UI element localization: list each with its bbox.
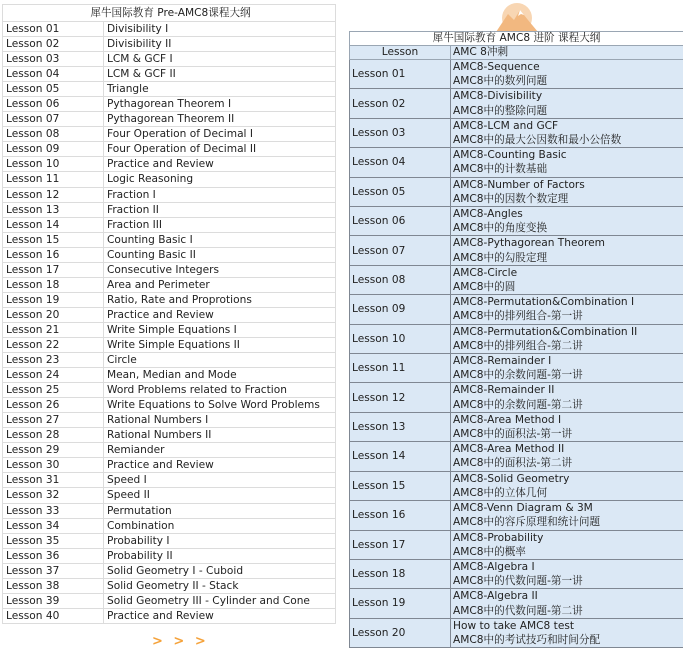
lesson-number: Lesson 12 bbox=[3, 187, 104, 202]
table-row bbox=[3, 428, 336, 443]
topic-chinese: AMC8中的代数问题-第二讲 bbox=[453, 604, 583, 617]
lesson-number: Lesson 09 bbox=[350, 295, 451, 324]
lesson-number: Lesson 15 bbox=[350, 471, 451, 500]
topic-english: AMC8-Permutation&Combination II bbox=[453, 325, 638, 338]
topic-english: AMC8-Remainder I bbox=[453, 355, 552, 368]
lesson-number: Lesson 15 bbox=[3, 232, 104, 247]
lesson-topic bbox=[451, 60, 683, 89]
lesson-number: Lesson 36 bbox=[3, 548, 104, 563]
table-row bbox=[3, 82, 336, 97]
lesson-number: Lesson 30 bbox=[3, 458, 104, 473]
table-row bbox=[3, 337, 336, 352]
topic-english: AMC8-Area Method II bbox=[453, 443, 565, 456]
lesson-topic: Area and Perimeter bbox=[104, 277, 336, 292]
topic-chinese: AMC8中的排列组合-第二讲 bbox=[453, 339, 583, 352]
table-row bbox=[3, 398, 336, 413]
topic-chinese: AMC8中的排列组合-第一讲 bbox=[453, 310, 583, 323]
lesson-number: Lesson 26 bbox=[3, 398, 104, 413]
lesson-topic bbox=[451, 295, 683, 324]
topic-english: AMC8-Number of Factors bbox=[453, 178, 585, 191]
table-row bbox=[350, 530, 683, 559]
table-row bbox=[3, 608, 336, 623]
lesson-topic: Word Problems related to Fraction bbox=[104, 383, 336, 398]
lesson-topic: Permutation bbox=[104, 503, 336, 518]
lesson-number: Lesson 27 bbox=[3, 413, 104, 428]
lesson-topic bbox=[451, 589, 683, 618]
table-row bbox=[350, 265, 683, 294]
topic-chinese: AMC8中的容斥原理和统计问题 bbox=[453, 516, 601, 529]
lesson-number: Lesson 05 bbox=[350, 177, 451, 206]
table-row bbox=[3, 22, 336, 37]
lesson-number: Lesson 22 bbox=[3, 337, 104, 352]
lesson-number: Lesson 19 bbox=[3, 292, 104, 307]
table-row bbox=[3, 413, 336, 428]
topic-chinese: AMC8中的考试技巧和时间分配 bbox=[453, 633, 601, 646]
lesson-topic bbox=[451, 559, 683, 588]
topic-english: AMC8-Remainder II bbox=[453, 384, 555, 397]
table-row bbox=[350, 236, 683, 265]
table-row bbox=[3, 443, 336, 458]
topic-chinese: AMC8中的整除问题 bbox=[453, 104, 548, 117]
topic-chinese: AMC8中的余数问题-第二讲 bbox=[453, 398, 583, 411]
topic-english: AMC8-Venn Diagram & 3M bbox=[453, 502, 593, 515]
lesson-number: Lesson 02 bbox=[3, 37, 104, 52]
topic-chinese: AMC8中的角度变换 bbox=[453, 222, 548, 235]
table-row bbox=[350, 89, 683, 118]
lesson-number: Lesson 17 bbox=[3, 262, 104, 277]
lesson-topic: Practice and Review bbox=[104, 458, 336, 473]
lesson-topic: Consecutive Integers bbox=[104, 262, 336, 277]
lesson-number: Lesson 06 bbox=[3, 97, 104, 112]
lesson-number: Lesson 32 bbox=[3, 488, 104, 503]
lesson-topic: Write Simple Equations I bbox=[104, 322, 336, 337]
topic-chinese: AMC8中的因数个数定理 bbox=[453, 192, 569, 205]
table-row bbox=[3, 202, 336, 217]
table-row bbox=[3, 97, 336, 112]
right-table-title: 犀牛国际教育 AMC8 进阶 课程大纲 bbox=[350, 32, 683, 46]
lesson-topic: Ratio, Rate and Proprotions bbox=[104, 292, 336, 307]
topic-chinese: AMC8中的概率 bbox=[453, 545, 526, 558]
lesson-number: Lesson 14 bbox=[350, 442, 451, 471]
topic-chinese: AMC8中的勾股定理 bbox=[453, 251, 548, 264]
topic-english: AMC8-Angles bbox=[453, 208, 523, 221]
table-row bbox=[3, 292, 336, 307]
lesson-number: Lesson 10 bbox=[3, 157, 104, 172]
lesson-number: Lesson 20 bbox=[350, 618, 451, 647]
lesson-number: Lesson 13 bbox=[350, 412, 451, 441]
lesson-number: Lesson 12 bbox=[350, 383, 451, 412]
lesson-topic bbox=[451, 471, 683, 500]
table-row bbox=[3, 563, 336, 578]
pre-amc8-syllabus-table bbox=[2, 4, 336, 624]
topic-chinese: AMC8中的计数基础 bbox=[453, 163, 548, 176]
table-row bbox=[3, 262, 336, 277]
lesson-number: Lesson 11 bbox=[350, 354, 451, 383]
table-row bbox=[3, 548, 336, 563]
lesson-topic: Rational Numbers I bbox=[104, 413, 336, 428]
table-row bbox=[3, 142, 336, 157]
table-row bbox=[3, 307, 336, 322]
topic-english: AMC8-Pythagorean Theorem bbox=[453, 237, 605, 250]
lesson-number: Lesson 05 bbox=[3, 82, 104, 97]
lesson-topic bbox=[451, 207, 683, 236]
lesson-number: Lesson 10 bbox=[350, 324, 451, 353]
topic-english: AMC8-Algebra I bbox=[453, 560, 535, 573]
lesson-topic: Practice and Review bbox=[104, 307, 336, 322]
lesson-number: Lesson 18 bbox=[350, 559, 451, 588]
amc8-advanced-syllabus-table bbox=[349, 31, 683, 648]
header-lesson: Lesson bbox=[350, 46, 451, 60]
topic-english: AMC8-Divisibility bbox=[453, 90, 543, 103]
lesson-number: Lesson 09 bbox=[3, 142, 104, 157]
lesson-number: Lesson 06 bbox=[350, 207, 451, 236]
lesson-topic: LCM & GCF I bbox=[104, 52, 336, 67]
lesson-number: Lesson 23 bbox=[3, 353, 104, 368]
lesson-number: Lesson 16 bbox=[3, 247, 104, 262]
lesson-topic: Fraction II bbox=[104, 202, 336, 217]
table-row bbox=[350, 442, 683, 471]
lesson-number: Lesson 04 bbox=[350, 148, 451, 177]
lesson-number: Lesson 02 bbox=[350, 89, 451, 118]
lesson-topic bbox=[451, 236, 683, 265]
lesson-number: Lesson 16 bbox=[350, 501, 451, 530]
lesson-topic: Divisibility II bbox=[104, 37, 336, 52]
table-row bbox=[3, 593, 336, 608]
lesson-number: Lesson 25 bbox=[3, 383, 104, 398]
lesson-number: Lesson 18 bbox=[3, 277, 104, 292]
table-row bbox=[3, 217, 336, 232]
table-row bbox=[350, 589, 683, 618]
lesson-topic: Mean, Median and Mode bbox=[104, 368, 336, 383]
table-row bbox=[350, 354, 683, 383]
table-row bbox=[3, 277, 336, 292]
lesson-topic: Solid Geometry II - Stack bbox=[104, 578, 336, 593]
lesson-topic: Fraction I bbox=[104, 187, 336, 202]
lesson-number: Lesson 35 bbox=[3, 533, 104, 548]
table-row bbox=[3, 172, 336, 187]
lesson-topic: Probability II bbox=[104, 548, 336, 563]
lesson-number: Lesson 19 bbox=[350, 589, 451, 618]
topic-english: AMC8-Sequence bbox=[453, 61, 540, 73]
lesson-topic bbox=[451, 618, 683, 647]
lesson-number: Lesson 40 bbox=[3, 608, 104, 623]
table-row bbox=[350, 324, 683, 353]
lesson-topic bbox=[451, 177, 683, 206]
lesson-topic: Rational Numbers II bbox=[104, 428, 336, 443]
table-row bbox=[3, 488, 336, 503]
table-row bbox=[3, 518, 336, 533]
table-row bbox=[3, 368, 336, 383]
lesson-number: Lesson 13 bbox=[3, 202, 104, 217]
lesson-number: Lesson 11 bbox=[3, 172, 104, 187]
lesson-topic bbox=[451, 324, 683, 353]
lesson-number: Lesson 21 bbox=[3, 322, 104, 337]
table-row bbox=[350, 501, 683, 530]
topic-chinese: AMC8中的代数问题-第一讲 bbox=[453, 575, 583, 588]
lesson-topic: Four Operation of Decimal II bbox=[104, 142, 336, 157]
lesson-number: Lesson 33 bbox=[3, 503, 104, 518]
lesson-topic: Pythagorean Theorem I bbox=[104, 97, 336, 112]
table-row bbox=[3, 473, 336, 488]
lesson-number: Lesson 38 bbox=[3, 578, 104, 593]
lesson-topic: Divisibility I bbox=[104, 22, 336, 37]
lesson-topic: Pythagorean Theorem II bbox=[104, 112, 336, 127]
topic-english: AMC8-Probability bbox=[453, 531, 544, 544]
lesson-number: Lesson 17 bbox=[350, 530, 451, 559]
lesson-number: Lesson 07 bbox=[350, 236, 451, 265]
lesson-topic: Counting Basic I bbox=[104, 232, 336, 247]
lesson-topic: Write Equations to Solve Word Problems bbox=[104, 398, 336, 413]
lesson-topic: Practice and Review bbox=[104, 157, 336, 172]
lesson-number: Lesson 03 bbox=[350, 118, 451, 147]
topic-chinese: AMC8中的最大公因数和最小公倍数 bbox=[453, 134, 622, 147]
mountain-logo-icon bbox=[492, 2, 542, 34]
lesson-topic bbox=[451, 148, 683, 177]
topic-chinese: AMC8中的数列问题 bbox=[453, 75, 548, 88]
lesson-number: Lesson 39 bbox=[3, 593, 104, 608]
lesson-topic: Solid Geometry III - Cylinder and Cone bbox=[104, 593, 336, 608]
lesson-topic bbox=[451, 354, 683, 383]
lesson-topic bbox=[451, 118, 683, 147]
table-row bbox=[350, 618, 683, 647]
lesson-topic: Triangle bbox=[104, 82, 336, 97]
lesson-topic: Speed II bbox=[104, 488, 336, 503]
lesson-number: Lesson 34 bbox=[3, 518, 104, 533]
table-row bbox=[350, 207, 683, 236]
table-row bbox=[3, 533, 336, 548]
topic-english: AMC8-Algebra II bbox=[453, 590, 538, 603]
lesson-topic: Write Simple Equations II bbox=[104, 337, 336, 352]
table-row bbox=[3, 322, 336, 337]
lesson-topic: Four Operation of Decimal I bbox=[104, 127, 336, 142]
next-arrow-icon: > > > bbox=[152, 634, 209, 649]
lesson-number: Lesson 14 bbox=[3, 217, 104, 232]
topic-english: AMC8-Permutation&Combination I bbox=[453, 296, 635, 309]
table-row bbox=[3, 127, 336, 142]
lesson-topic bbox=[451, 412, 683, 441]
lesson-number: Lesson 29 bbox=[3, 443, 104, 458]
lesson-topic: Logic Reasoning bbox=[104, 172, 336, 187]
lesson-topic bbox=[451, 89, 683, 118]
table-row bbox=[350, 177, 683, 206]
lesson-number: Lesson 37 bbox=[3, 563, 104, 578]
topic-english: AMC8-Area Method I bbox=[453, 413, 562, 426]
table-row bbox=[3, 232, 336, 247]
table-row bbox=[350, 559, 683, 588]
table-row bbox=[3, 247, 336, 262]
table-row bbox=[3, 503, 336, 518]
left-table-title: 犀牛国际教育 Pre-AMC8课程大纲 bbox=[3, 5, 336, 22]
table-row bbox=[3, 112, 336, 127]
table-row bbox=[350, 383, 683, 412]
topic-english: AMC8-Counting Basic bbox=[453, 149, 567, 162]
lesson-number: Lesson 01 bbox=[350, 60, 451, 89]
table-row bbox=[350, 60, 683, 89]
lesson-topic: Solid Geometry I - Cuboid bbox=[104, 563, 336, 578]
lesson-topic: Remiander bbox=[104, 443, 336, 458]
lesson-number: Lesson 03 bbox=[3, 52, 104, 67]
table-row bbox=[3, 52, 336, 67]
topic-english: AMC8-Circle bbox=[453, 266, 518, 279]
lesson-number: Lesson 20 bbox=[3, 307, 104, 322]
table-row bbox=[350, 148, 683, 177]
lesson-topic: Circle bbox=[104, 353, 336, 368]
topic-english: AMC8-LCM and GCF bbox=[453, 119, 559, 132]
table-row bbox=[3, 383, 336, 398]
header-topic: AMC 8冲刺 bbox=[451, 46, 683, 60]
lesson-topic bbox=[451, 501, 683, 530]
table-row bbox=[3, 37, 336, 52]
lesson-number: Lesson 24 bbox=[3, 368, 104, 383]
lesson-topic bbox=[451, 265, 683, 294]
topic-chinese: AMC8中的余数问题-第一讲 bbox=[453, 369, 583, 382]
lesson-topic: Fraction III bbox=[104, 217, 336, 232]
lesson-topic bbox=[451, 442, 683, 471]
table-row bbox=[350, 118, 683, 147]
lesson-topic: Speed I bbox=[104, 473, 336, 488]
lesson-topic: Combination bbox=[104, 518, 336, 533]
topic-chinese: AMC8中的圆 bbox=[453, 281, 516, 294]
lesson-topic bbox=[451, 530, 683, 559]
lesson-topic: Practice and Review bbox=[104, 608, 336, 623]
table-row bbox=[3, 353, 336, 368]
topic-english: How to take AMC8 test bbox=[453, 619, 575, 632]
table-row bbox=[3, 187, 336, 202]
table-row bbox=[3, 578, 336, 593]
topic-chinese: AMC8中的立体几何 bbox=[453, 486, 548, 499]
lesson-topic: Counting Basic II bbox=[104, 247, 336, 262]
table-row bbox=[350, 295, 683, 324]
lesson-number: Lesson 08 bbox=[350, 265, 451, 294]
table-row bbox=[350, 412, 683, 441]
lesson-number: Lesson 07 bbox=[3, 112, 104, 127]
topic-english: AMC8-Solid Geometry bbox=[453, 472, 570, 485]
lesson-topic: LCM & GCF II bbox=[104, 67, 336, 82]
lesson-number: Lesson 28 bbox=[3, 428, 104, 443]
table-row bbox=[350, 471, 683, 500]
lesson-number: Lesson 08 bbox=[3, 127, 104, 142]
table-row bbox=[3, 157, 336, 172]
table-row bbox=[3, 458, 336, 473]
table-row bbox=[3, 67, 336, 82]
topic-chinese: AMC8中的面积法-第一讲 bbox=[453, 428, 573, 441]
lesson-number: Lesson 31 bbox=[3, 473, 104, 488]
lesson-topic: Probability I bbox=[104, 533, 336, 548]
lesson-number: Lesson 04 bbox=[3, 67, 104, 82]
lesson-number: Lesson 01 bbox=[3, 22, 104, 37]
topic-chinese: AMC8中的面积法-第二讲 bbox=[453, 457, 573, 470]
lesson-topic bbox=[451, 383, 683, 412]
